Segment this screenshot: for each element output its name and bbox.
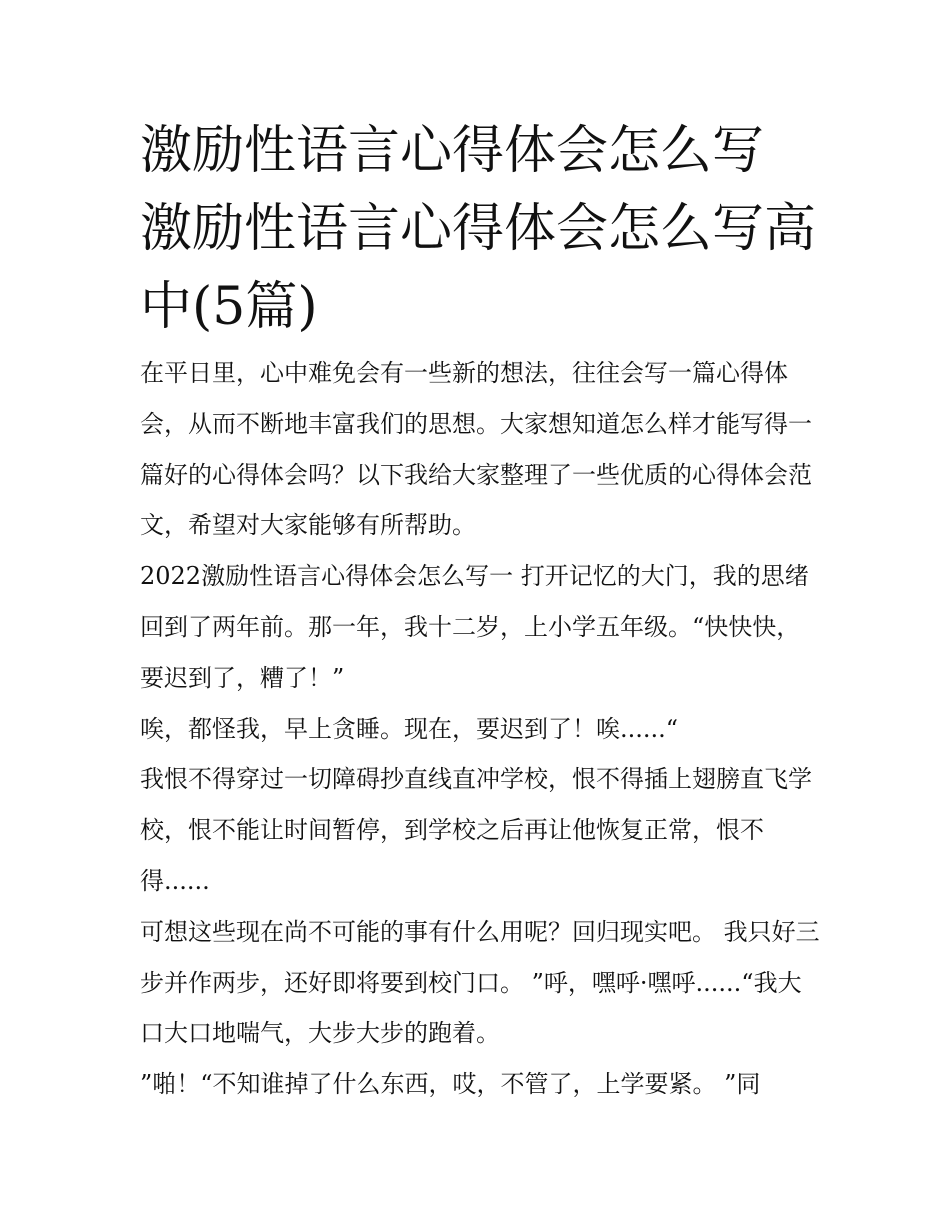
paragraph-drop: ”啪！“不知谁掉了什么东西，哎，不管了，上学要紧。 ”同 [140, 1070, 761, 1099]
paragraph-sigh: 唉，都怪我，早上贪睡。现在，要迟到了！唉......“ [140, 714, 679, 743]
paragraph-reality: 可想这些现在尚不可能的事有什么用呢？回归现实吧。 我只好三步并作两步，还好即将要到校门口。 ”呼，嘿呼·嘿呼......“我大口大口地喘气，大步大步的跑着。 [140, 917, 820, 1048]
document-title: 激励性语言心得体会怎么写 激励性语言心得体会怎么写高中(5篇) [140, 121, 817, 337]
paragraph-intro: 在平日里，心中难免会有一些新的想法，往往会写一篇心得体会，从而不断地丰富我们的思想。大家想知道怎么样才能写得一篇好的心得体会吗？以下我给大家整理了一些优质的心得体会范文，希望对大家能够有所帮助。 [140, 359, 812, 540]
paragraph-opening: 2022激励性语言心得体会怎么写一 打开记忆的大门，我的思绪回到了两年前。那一年，我十二岁，上小学五年级。“快快快，要迟到了，糟了！” [140, 562, 809, 692]
document-body [140, 348, 820, 1110]
paragraph-wish: 我恨不得穿过一切障碍抄直线直冲学校，恨不得插上翅膀直飞学校，恨不能让时间暂停，到学校之后再让他恢复正常，恨不得...... [140, 765, 812, 895]
